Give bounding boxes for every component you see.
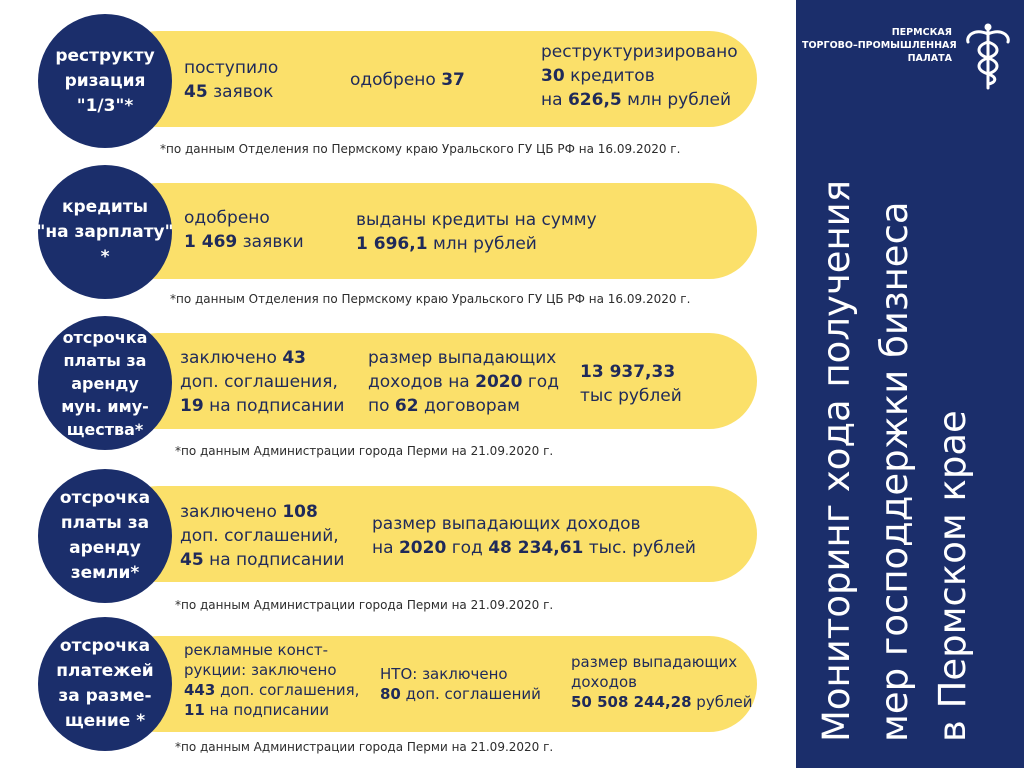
row-restructuring-circle [38,14,172,148]
r1-received-label: поступило [184,58,279,78]
r1-restructured-count: 30 кредитов [541,66,655,86]
circle-line: щества* [66,419,144,439]
r5-income-label: размер выпадающих [571,653,738,671]
r4-pending: 45 на подписании [180,550,345,570]
circle-line: отсрочка [59,488,151,508]
r3-income-unit: тыс рублей [580,386,682,406]
r1-received-block [184,56,278,104]
r4-agreements-label: доп. соглашений, [180,526,339,546]
circle-line: платы за [63,350,147,370]
r2-approved-block [184,206,304,254]
circle-line: аренду [71,373,139,393]
r1-received-value: 45 заявок [184,82,274,102]
r3-income-contracts: по 62 договорам [368,396,520,416]
circle-line: платы за [60,513,150,533]
r5-advertising-label: рекламные конст- [184,641,328,659]
title-line: мер господдержки бизнеса [873,201,916,742]
r4-income-value: на 2020 год 48 234,61 тыс. рублей [372,538,696,558]
vertical-title [808,132,1014,742]
circle-line: реструкту [55,45,155,66]
circle-line: аренду [69,538,141,558]
row-land-rent-circle [38,469,172,603]
circle-line: отсрочка [59,636,151,656]
r3-income-amount-block [580,360,682,408]
r1-restructured-label: реструктуризировано [541,42,738,62]
caduceus-logo-icon [960,20,1016,92]
row-municipal-rent-circle [38,316,172,450]
r3-income-label: размер выпадающих [368,348,557,368]
r2-source-note: *по данным Отделения по Пермскому краю Уральского ГУ ЦБ РФ на 16.09.2020 г. [170,292,691,306]
r5-income-value: 50 508 244,28 рублей [571,693,753,711]
r4-source-note: *по данным Администрации города Перми на 21.09.2020 г. [175,598,554,612]
circle-line: "на зарплату" [36,221,174,242]
row-salary-credits-circle [38,165,172,299]
r3-income-year: доходов на 2020 год [368,372,559,392]
r2-approved-label: одобрено [184,208,270,228]
org-name-line: ТОРГОВО–ПРОМЫШЛЕННАЯ [802,40,957,51]
circle-line: кредиты [61,196,149,217]
circle-line: платежей [56,661,154,681]
r5-advertising-pending: 11 на подписании [184,701,330,719]
r5-nto-agreements: 80 доп. соглашений [380,685,541,703]
r3-source-note: *по данным Администрации города Перми на 21.09.2020 г. [175,444,554,458]
r5-nto-block [380,664,541,704]
circle-line: за разме- [58,686,152,706]
org-name-line: ПЕРМСКАЯ [891,27,952,38]
r1-approved: одобрено 37 [350,70,465,90]
row-placement-circle [38,617,172,751]
circle-line: ризация [64,70,146,91]
r3-pending: 19 на подписании [180,396,345,416]
r1-restructured-sum: на 626,5 млн рублей [541,90,732,110]
circle-line: * [100,246,110,267]
r5-source-note: *по данным Администрации города Перми на 21.09.2020 г. [175,740,554,754]
r4-agreements-block [180,500,344,572]
circle-line: мун. иму- [61,396,149,416]
r3-concluded: заключено 43 [180,348,306,368]
r2-issued-label: выданы кредиты на сумму [356,210,597,230]
r3-agreements-block [180,346,344,418]
circle-line: земли* [70,563,140,583]
circle-line: отсрочка [62,327,148,347]
r2-issued-block [356,208,597,256]
title-line: Мониторинг хода получения [815,180,858,742]
r5-nto-label: НТО: заключено [380,665,508,683]
r2-approved-value: 1 469 заявки [184,232,304,252]
r5-income-block [571,652,753,712]
r1-source-note: *по данным Отделения по Пермскому краю Уральского ГУ ЦБ РФ на 16.09.2020 г. [160,142,681,156]
r3-income-block [368,346,559,418]
circle-line: "1/3"* [76,95,134,116]
r5-income-label: доходов [571,673,637,691]
r2-issued-value: 1 696,1 млн рублей [356,234,537,254]
org-name-line: ПАЛАТА [907,53,952,64]
r4-concluded: заключено 108 [180,502,318,522]
r1-restructured-block [541,40,738,112]
r3-agreements-label: доп. соглашения, [180,372,338,392]
r5-advertising-label: рукции: заключено [184,661,337,679]
r3-income-amount: 13 937,33 [580,362,676,382]
title-line: в Пермском крае [931,410,974,742]
circle-line: щение * [64,711,146,731]
r5-advertising-block [184,640,359,720]
r4-income-label: размер выпадающих доходов [372,514,641,534]
r5-advertising-agreements: 443 доп. соглашения, [184,681,360,699]
r4-income-block [372,512,696,560]
org-name [802,26,957,65]
